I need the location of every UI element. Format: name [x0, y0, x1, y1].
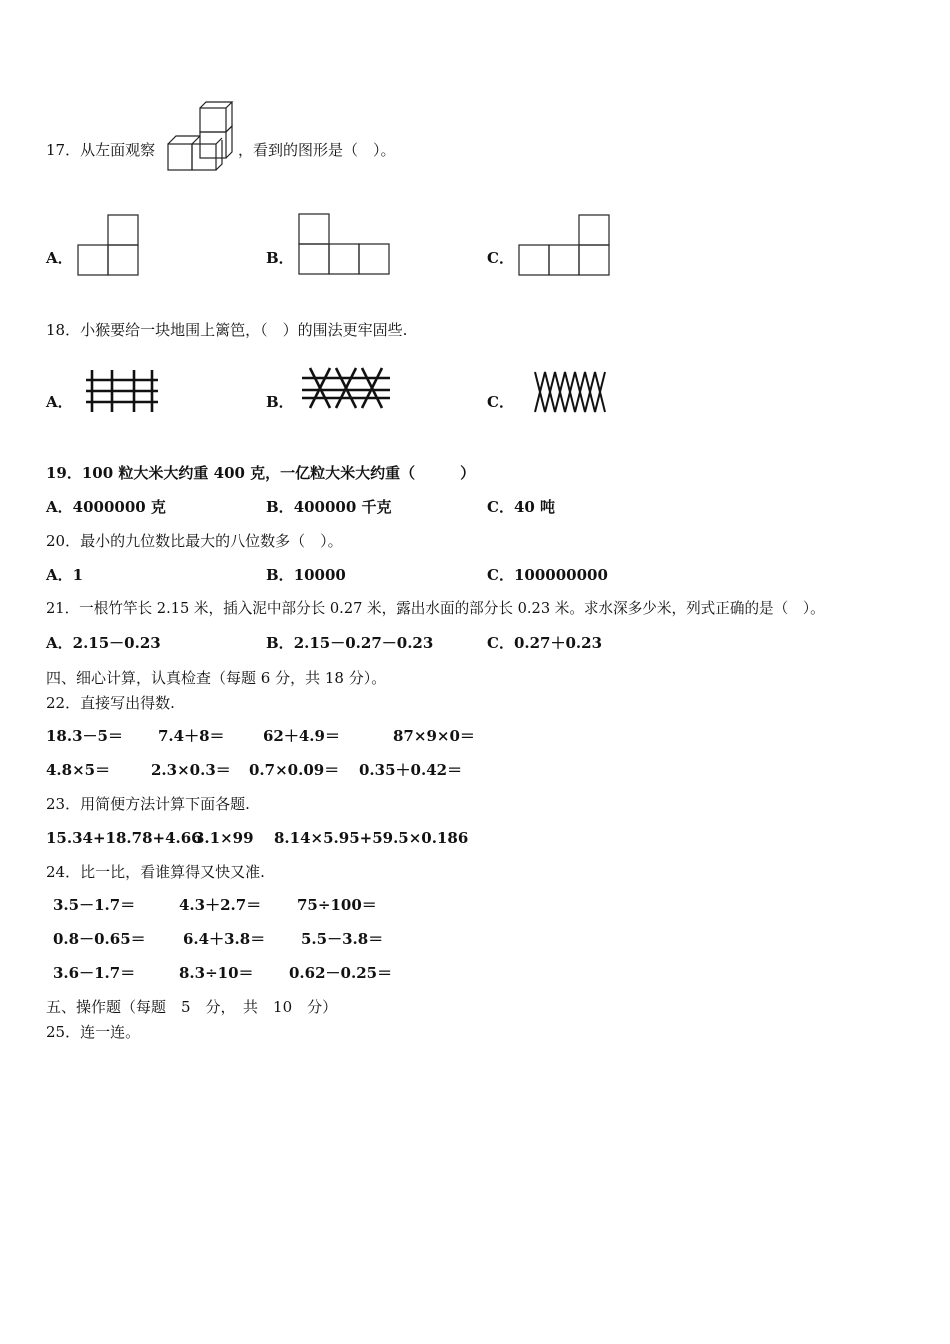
section5-title: 五、操作题（每题 5 分， 共 10 分） [46, 998, 338, 1016]
q24-expr: 4.3＋2.7＝ [179, 896, 262, 914]
q19-option-b-label: B． [266, 498, 294, 516]
q19-option-c[interactable] [487, 498, 555, 516]
q22-text: 直接写出得数. [80, 694, 175, 712]
q21-stem [46, 600, 825, 618]
q24-expr: 3.6－1.7＝ [53, 964, 136, 982]
q20-number: 20． [46, 532, 81, 550]
q17-stem [46, 141, 155, 159]
q25-number: 25． [46, 1023, 81, 1041]
q22-expr: 62＋4.9＝ [263, 727, 340, 745]
q21-number: 21． [46, 600, 80, 617]
q25-stem [46, 1023, 140, 1041]
q19-option-b-text: 400000 千克 [293, 498, 392, 516]
q17-text-after: ，看到的图形是（ ）。 [238, 141, 396, 159]
q20-option-b[interactable] [266, 566, 346, 584]
q19-stem [46, 464, 475, 482]
q24-expr: 0.8－0.65＝ [53, 930, 146, 948]
q18-option-c-label[interactable]: C． [487, 393, 514, 411]
grid-fence-icon [86, 368, 158, 414]
q23-expr: 8.14×5.95+59.5×0.186 [274, 829, 469, 847]
q19-text: 100 粒大米大约重 400 克，一亿粒大米大约重（ ） [81, 464, 476, 482]
q17-text-before: 从左面观察 [80, 141, 156, 159]
q24-expr: 3.5－1.7＝ [53, 896, 136, 914]
q20-option-b-text: 10000 [293, 566, 346, 584]
q20-option-c-label: C． [487, 566, 514, 584]
q19-option-b[interactable] [266, 498, 392, 516]
q17-option-c-label[interactable]: C． [487, 249, 514, 267]
q17-number: 17． [46, 141, 81, 159]
q17-option-a-label[interactable]: A． [46, 249, 73, 267]
q24-expr: 75÷100＝ [297, 896, 377, 914]
q18-number: 18． [46, 321, 81, 339]
q24-stem [46, 863, 265, 881]
l-shape-three-bottom-one-top-left-icon [298, 213, 392, 277]
q21-option-b-label: B． [266, 634, 294, 652]
q21-option-a-label: A． [46, 634, 73, 652]
q22-expr: 18.3－5＝ [46, 727, 123, 745]
q17-option-b-label[interactable]: B． [266, 249, 294, 267]
q18-stem [46, 321, 407, 339]
q19-option-c-text: 40 吨 [513, 498, 556, 516]
q21-option-c[interactable] [487, 634, 602, 652]
q22-expr: 0.35＋0.42＝ [359, 761, 463, 779]
q22-expr: 4.8×5＝ [46, 761, 111, 779]
q23-number: 23． [46, 795, 81, 813]
q23-expr: 15.34+18.78+4.66 [46, 829, 202, 847]
q19-option-a-text: 4000000 克 [72, 498, 166, 516]
q18-option-a-label[interactable]: A． [46, 393, 73, 411]
cube-stack-figure [164, 100, 238, 174]
q18-option-b-label[interactable]: B． [266, 393, 294, 411]
q20-option-a-label: A． [46, 566, 73, 584]
q19-option-a[interactable] [46, 498, 166, 516]
l-shape-three-bottom-one-top-right-icon [518, 214, 612, 278]
q21-text: 一根竹竿长 2.15 米，插入泥中部分长 0.27 米，露出水面的部分长 0.23 米。求水深多少米，列式正确的是（ ）。 [79, 600, 825, 617]
q22-expr: 2.3×0.3＝ [151, 761, 231, 779]
q22-expr: 0.7×0.09＝ [249, 761, 340, 779]
q21-option-a[interactable] [46, 634, 161, 652]
q20-option-c-text: 100000000 [513, 566, 608, 584]
zigzag-fence-icon [533, 370, 607, 414]
q22-number: 22． [46, 694, 81, 712]
q18-text: 小猴要给一块地围上篱笆，（ ）的围法更牢固些. [80, 321, 408, 339]
q23-stem [46, 795, 250, 813]
q22-expr: 87×9×0＝ [393, 727, 475, 745]
cross-fence-icon [302, 366, 390, 410]
q22-expr: 7.4＋8＝ [158, 727, 225, 745]
q24-expr: 5.5－3.8＝ [301, 930, 384, 948]
q20-text: 最小的九位数比最大的八位数多（ ）。 [80, 532, 343, 550]
q19-number: 19． [46, 464, 82, 482]
q21-option-a-text: 2.15－0.23 [72, 634, 161, 652]
q23-expr: 3.1×99 [194, 829, 254, 847]
l-shape-two-bottom-one-top-right-icon [77, 214, 141, 278]
q21-option-b[interactable] [266, 634, 433, 652]
q19-option-a-label: A． [46, 498, 73, 516]
q25-text: 连一连。 [80, 1023, 141, 1041]
q19-option-c-label: C． [487, 498, 514, 516]
q24-text: 比一比，看谁算得又快又准. [80, 863, 265, 881]
q24-expr: 0.62－0.25＝ [289, 964, 393, 982]
q20-stem [46, 532, 343, 550]
q24-number: 24． [46, 863, 81, 881]
q21-option-c-text: 0.27＋0.23 [513, 634, 603, 652]
q20-option-a-text: 1 [72, 566, 84, 584]
q20-option-b-label: B． [266, 566, 294, 584]
section4-title: 四、细心计算，认真检查（每题 6 分，共 18 分）。 [46, 669, 387, 687]
q24-expr: 8.3÷10＝ [179, 964, 254, 982]
q24-expr: 6.4＋3.8＝ [183, 930, 266, 948]
q20-option-c[interactable] [487, 566, 608, 584]
q20-option-a[interactable] [46, 566, 83, 584]
q22-stem [46, 694, 175, 712]
q23-text: 用简便方法计算下面各题. [80, 795, 250, 813]
q21-option-b-text: 2.15－0.27－0.23 [293, 634, 434, 652]
q21-option-c-label: C． [487, 634, 514, 652]
